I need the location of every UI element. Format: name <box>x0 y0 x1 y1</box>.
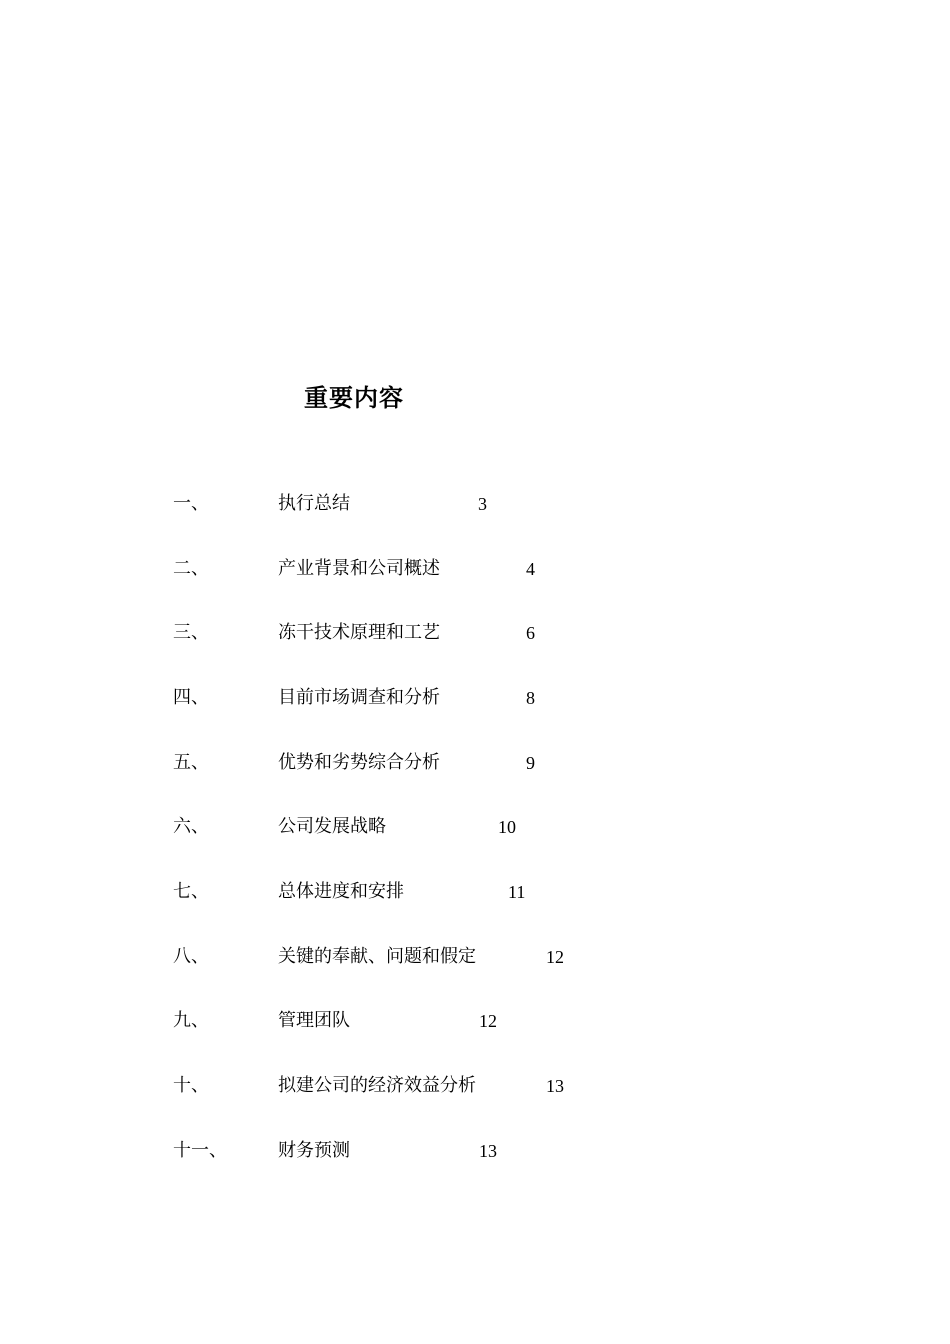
toc-entry[interactable] <box>0 684 950 712</box>
toc-number: 五、 <box>173 752 209 773</box>
toc-label: 优势和劣势综合分析 <box>278 752 440 773</box>
toc-entry[interactable] <box>0 943 950 971</box>
toc-entry[interactable] <box>0 1137 950 1165</box>
toc-label: 关键的奉献、问题和假定 <box>278 946 476 967</box>
toc-page-number: 13 <box>546 1076 564 1096</box>
toc-label: 财务预测 <box>278 1140 350 1161</box>
toc-number: 八、 <box>173 946 209 967</box>
toc-label: 目前市场调查和分析 <box>278 687 440 708</box>
toc-number: 十、 <box>173 1075 209 1096</box>
toc-entry[interactable] <box>0 1072 950 1100</box>
toc-page-number: 3 <box>478 494 487 514</box>
toc-page-number: 11 <box>508 882 526 902</box>
toc-entry[interactable] <box>0 619 950 647</box>
toc-number: 三、 <box>173 622 209 643</box>
toc-page-number: 4 <box>526 559 535 579</box>
toc-label: 管理团队 <box>278 1010 350 1031</box>
toc-number: 十一、 <box>173 1140 227 1161</box>
toc-page-number: 10 <box>498 817 516 837</box>
toc-number: 二、 <box>173 558 209 579</box>
toc-page-number: 12 <box>479 1011 497 1031</box>
toc-entry[interactable] <box>0 813 950 841</box>
toc-number: 一、 <box>173 493 209 514</box>
toc-entry[interactable] <box>0 749 950 777</box>
toc-page-number: 6 <box>526 623 535 643</box>
page-title: 重要内容 <box>304 383 404 412</box>
toc-number: 七、 <box>173 881 209 902</box>
toc-page-number: 13 <box>479 1141 497 1161</box>
toc-label: 拟建公司的经济效益分析 <box>278 1075 476 1096</box>
toc-label: 公司发展战略 <box>278 816 386 837</box>
toc-entry[interactable] <box>0 878 950 906</box>
toc-number: 九、 <box>173 1010 209 1031</box>
toc-number: 六、 <box>173 816 209 837</box>
toc-label: 总体进度和安排 <box>278 881 404 902</box>
toc-entry[interactable] <box>0 555 950 583</box>
toc-label: 冻干技术原理和工艺 <box>278 622 440 643</box>
toc-entry[interactable] <box>0 490 950 518</box>
toc-label: 执行总结 <box>278 493 350 514</box>
toc-label: 产业背景和公司概述 <box>278 558 440 579</box>
toc-page-number: 8 <box>526 688 535 708</box>
toc-page-number: 12 <box>546 947 564 967</box>
toc-page-number: 9 <box>526 753 535 773</box>
toc-entry[interactable] <box>0 1007 950 1035</box>
toc-number: 四、 <box>173 687 209 708</box>
